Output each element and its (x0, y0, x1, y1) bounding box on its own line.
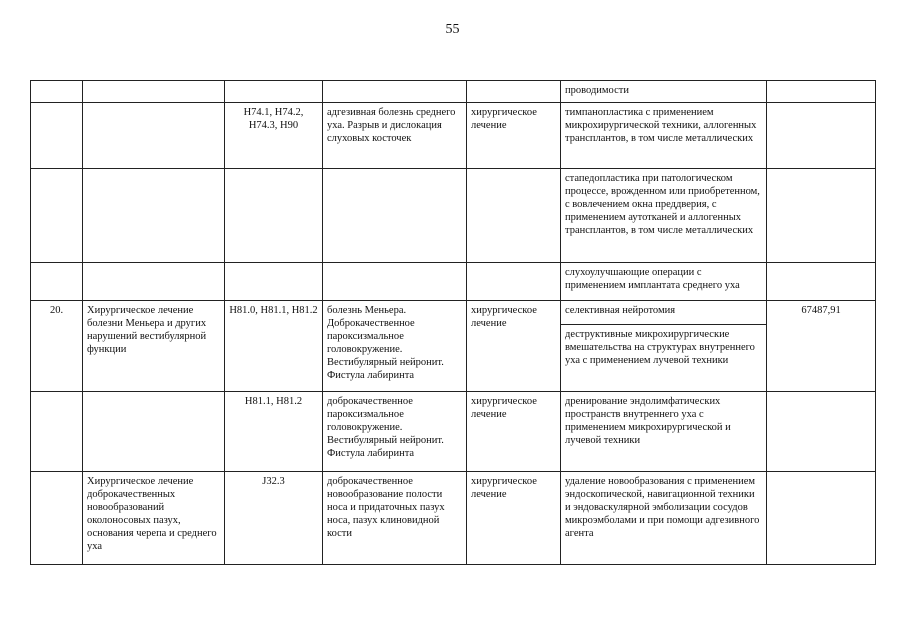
patient-model-cell: доброкачественное пароксизмальное головокружение. Вестибулярный нейронит. Фистула лабиринта (323, 392, 467, 472)
page-number: 55 (445, 22, 460, 37)
table-row (31, 301, 876, 325)
table-row (31, 472, 876, 565)
care-type-cell: Хирургическое лечение болезни Меньера и других нарушений вестибулярной функции (83, 301, 225, 392)
medical-care-table (30, 80, 876, 565)
cost-cell (767, 472, 876, 565)
care-type-cell (83, 81, 225, 103)
patient-model-cell: доброкачественное новообразование полости носа и придаточных пазух носа, пазух клиновидной кости (323, 472, 467, 565)
table-row (31, 169, 876, 263)
treatment-method-cell: слухоулучшающие операции с применением имплантата среднего уха (561, 263, 767, 301)
treatment-type-cell (467, 263, 561, 301)
treatment-method-cell: деструктивные микрохирургические вмешательства на структурах внутреннего уха с применением лучевой техники (561, 325, 767, 392)
cost-cell (767, 263, 876, 301)
table-row (31, 81, 876, 103)
row-number-cell (31, 81, 83, 103)
treatment-method-cell: селективная нейротомия (561, 301, 767, 325)
patient-model-cell (323, 81, 467, 103)
treatment-type-cell: хирургическое лечение (467, 392, 561, 472)
care-type-cell (83, 103, 225, 169)
icd-codes-cell: H81.1, H81.2 (225, 392, 323, 472)
care-type-cell (83, 392, 225, 472)
table-row (31, 263, 876, 301)
row-number-cell: 20. (31, 301, 83, 392)
treatment-method-cell: удаление новообразования с применением эндоскопической, навигационной техники и эндоваскулярной эмболизации сосудов микроэмболами и при помощи адгезивного агента (561, 472, 767, 565)
icd-codes-cell (225, 169, 323, 263)
treatment-type-cell (467, 169, 561, 263)
treatment-type-cell: хирургическое лечение (467, 472, 561, 565)
cost-cell (767, 103, 876, 169)
table-row (31, 392, 876, 472)
care-type-cell: Хирургическое лечение доброкачественных новообразований околоносовых пазух, основания черепа и среднего уха (83, 472, 225, 565)
patient-model-cell (323, 169, 467, 263)
icd-codes-cell: H81.0, H81.1, H81.2 (225, 301, 323, 392)
treatment-method-cell: тимпанопластика с применением микрохирургической техники, аллогенных трансплантов, в том числе металлических (561, 103, 767, 169)
patient-model-cell: адгезивная болезнь среднего уха. Разрыв и дислокация слуховых косточек (323, 103, 467, 169)
treatment-method-cell: стапедопластика при патологическом процессе, врожденном или приобретенном, с вовлечением окна преддверия, с применением аутотканей и аллогенных трансплантов, в том числе металлических (561, 169, 767, 263)
row-number-cell (31, 263, 83, 301)
icd-codes-cell (225, 263, 323, 301)
treatment-method-cell: дренирование эндолимфатических пространств внутреннего уха с применением микрохирургической и лучевой техники (561, 392, 767, 472)
patient-model-cell (323, 263, 467, 301)
care-type-cell (83, 169, 225, 263)
care-type-cell (83, 263, 225, 301)
row-number-cell (31, 472, 83, 565)
icd-codes-cell (225, 81, 323, 103)
row-number-cell (31, 392, 83, 472)
treatment-method-cell: проводимости (561, 81, 767, 103)
row-number-cell (31, 103, 83, 169)
table-row (31, 103, 876, 169)
patient-model-cell: болезнь Меньера. Доброкачественное пароксизмальное головокружение. Вестибулярный нейронит. Фистула лабиринта (323, 301, 467, 392)
treatment-type-cell: хирургическое лечение (467, 301, 561, 392)
row-number-cell (31, 169, 83, 263)
cost-cell (767, 392, 876, 472)
cost-cell (767, 169, 876, 263)
treatment-type-cell: хирургическое лечение (467, 103, 561, 169)
icd-codes-cell: J32.3 (225, 472, 323, 565)
icd-codes-cell: H74.1, H74.2, H74.3, H90 (225, 103, 323, 169)
treatment-type-cell (467, 81, 561, 103)
cost-cell: 67487,91 (767, 301, 876, 392)
cost-cell (767, 81, 876, 103)
